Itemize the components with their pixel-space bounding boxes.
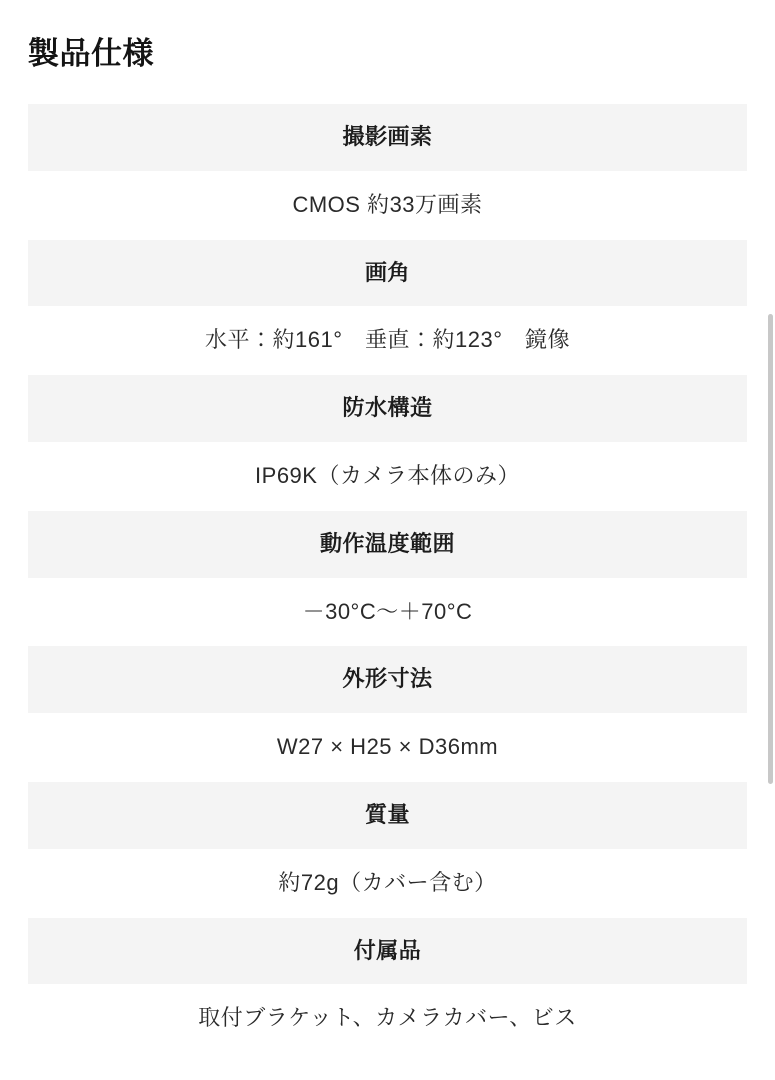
spec-value: －30°C〜＋70°C	[28, 578, 747, 647]
spec-value: 水平：約161° 垂直：約123° 鏡像	[28, 306, 747, 375]
scrollbar-thumb[interactable]	[768, 314, 773, 784]
spec-value: 取付ブラケット、カメラカバー、ビス	[28, 984, 747, 1053]
spec-value: CMOS 約33万画素	[28, 171, 747, 240]
spec-label: 外形寸法	[28, 646, 747, 713]
table-row	[28, 375, 747, 511]
page-title: 製品仕様	[28, 36, 154, 71]
spec-label: 画角	[28, 240, 747, 307]
table-row	[28, 240, 747, 376]
spec-value: W27 × H25 × D36mm	[28, 713, 747, 782]
spec-value: IP69K（カメラ本体のみ）	[28, 442, 747, 511]
table-row	[28, 511, 747, 647]
table-row	[28, 104, 747, 240]
spec-label: 質量	[28, 782, 747, 849]
spec-value: 約72g（カバー含む）	[28, 849, 747, 918]
spec-label: 防水構造	[28, 375, 747, 442]
spec-label: 撮影画素	[28, 104, 747, 171]
scrollbar[interactable]	[768, 0, 773, 1080]
table-row	[28, 918, 747, 1054]
spec-label: 付属品	[28, 918, 747, 985]
table-row	[28, 646, 747, 782]
spec-label: 動作温度範囲	[28, 511, 747, 578]
spec-table	[0, 104, 775, 1053]
table-row	[28, 782, 747, 918]
